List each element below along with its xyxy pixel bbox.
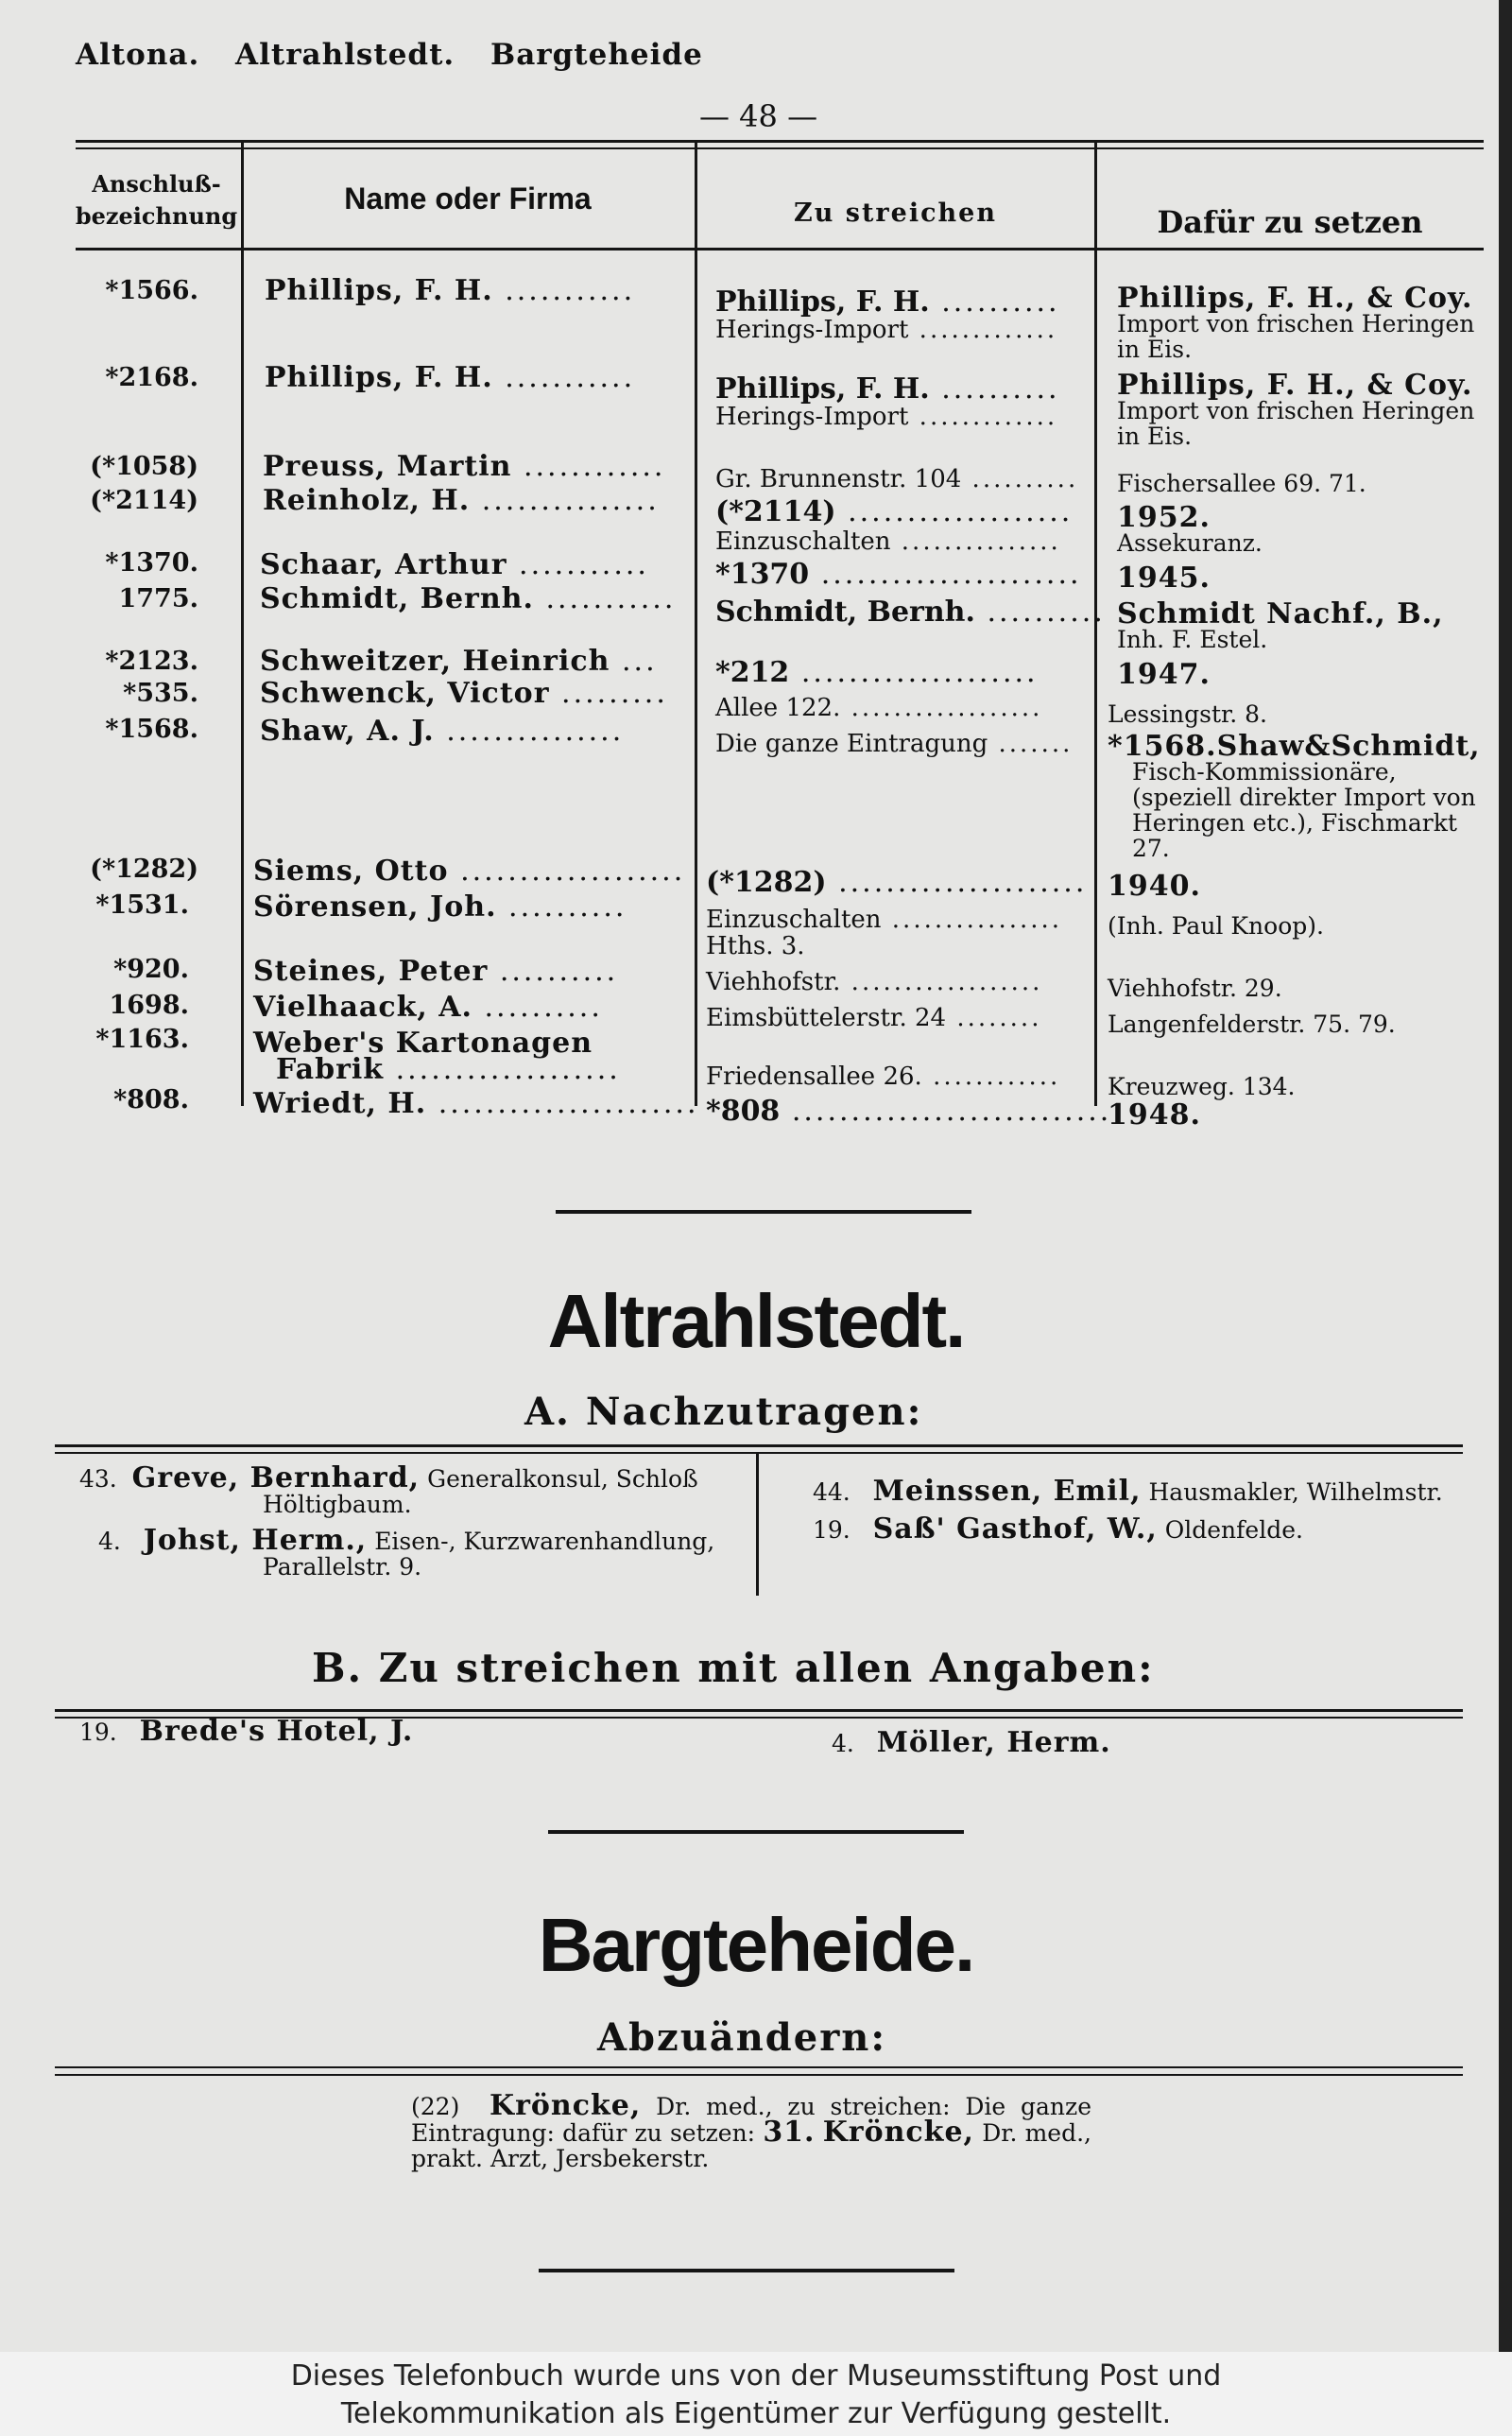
footer-line-1: Dieses Telefonbuch wurde uns von der Museumsstiftung Post und (290, 2359, 1222, 2393)
list-item: (22) Kröncke, Dr. med., zu streichen: Die ganze Eintragung: dafür zu setzen: 31. Kröncke, Dr. med., prakt. Arzt, Jersbekerstr. (411, 2089, 1092, 2172)
separator-rule (556, 1210, 971, 1214)
table-header-rule (76, 248, 1484, 251)
header-place-1: Altona. (76, 38, 200, 72)
row-name: Weber's Kartonagen (253, 1027, 593, 1060)
row-replace: *1568.Shaw&Schmidt, Fisch-Kommissionäre, (speziell direkter Import von Heringen etc.), Fischmarkt 27. (1108, 730, 1481, 862)
row-delete: (*2114) ................... (715, 495, 1074, 528)
row-name: Sörensen, Joh. .......... (253, 890, 627, 924)
column-divider-1 (241, 142, 244, 1106)
row-delete: *212 .................... (715, 656, 1039, 689)
rule (55, 2074, 1463, 2076)
row-name: Reinholz, H. ............... (263, 484, 660, 517)
row-number: (*2114) (90, 486, 198, 515)
page-number: — 48 — (699, 98, 818, 134)
row-number: *808. (113, 1085, 189, 1114)
row-delete: Friedensallee 26. ............ (706, 1063, 1061, 1091)
subsection-a-title: A. Nachzutragen: (524, 1390, 923, 1434)
row-number: 1775. (118, 584, 198, 613)
row-number: *1568. (105, 715, 198, 744)
row-number: *2123. (105, 647, 198, 676)
row-replace: Schmidt Nachf., B., Inh. F. Estel. (1117, 597, 1444, 653)
row-name: Schaar, Arthur ........... (260, 548, 649, 581)
column-divider-2 (695, 142, 697, 1106)
list-item: 19. Brede's Hotel, J. (79, 1715, 414, 1748)
row-delete: Gr. Brunnenstr. 104 .......... (715, 465, 1079, 493)
row-name: Phillips, F. H. ........... (265, 274, 636, 307)
list-item: 4. Möller, Herm. (832, 1726, 1111, 1759)
row-delete: Einzuschalten ................ (706, 906, 1063, 934)
column-header-replace: Dafür zu setzen (1157, 204, 1423, 240)
row-name: Schwenck, Victor ......... (260, 677, 668, 710)
row-replace: 1952. Assekuranz. (1117, 501, 1263, 557)
column-header-number: Anschluß- bezeichnung (75, 170, 238, 230)
list-item: 43. Greve, Bernhard, Generalkonsul, Schloß Höltigbaum. (79, 1461, 698, 1518)
row-replace: 1948. (1108, 1098, 1201, 1132)
row-delete: (*1282) ..................... (706, 866, 1088, 899)
row-replace: 1947. (1117, 658, 1211, 691)
row-name: Vielhaack, A. .......... (253, 991, 603, 1024)
footer-notice (0, 2352, 1512, 2436)
row-name: Wriedt, H. ...................... (253, 1087, 699, 1120)
row-number: *1163. (95, 1025, 189, 1054)
row-delete: Eimsbüttelerstr. 24 ........ (706, 1004, 1042, 1032)
row-delete: *1370 ...................... (715, 558, 1082, 591)
row-name: Schmidt, Bernh. ........... (260, 582, 677, 615)
row-number: (*1058) (90, 452, 198, 481)
header-place-2: Altrahlstedt. (235, 38, 455, 72)
footer-line-2: Telekommunikation als Eigentümer zur Verfügung gestellt. (340, 2397, 1172, 2430)
column-header-delete: Zu streichen (794, 199, 997, 228)
row-number: 1698. (109, 991, 189, 1020)
row-delete: Die ganze Eintragung ....... (715, 730, 1074, 758)
header-place-3: Bargteheide (490, 38, 703, 72)
page-edge-shadow (1499, 0, 1512, 2352)
row-replace: 1945. (1117, 561, 1211, 595)
row-delete: Phillips, F. H. .......... (715, 372, 1060, 406)
row-replace: Phillips, F. H., & Coy. Import von frischen Heringen in Eis. (1117, 369, 1475, 450)
row-number: *1566. (105, 276, 198, 305)
row-delete-2: Einzuschalten ............... (715, 527, 1061, 556)
row-delete-2: Herings-Import ............. (715, 316, 1058, 344)
row-name: Schweitzer, Heinrich ... (260, 645, 658, 678)
row-number: *1531. (95, 890, 189, 920)
rule (55, 1452, 1463, 1454)
list-item: 19. Saß' Gasthof, W., Oldenfelde. (813, 1512, 1303, 1546)
subsection-title: Abzuändern: (597, 2015, 887, 2060)
row-delete: Schmidt, Bernh. .......... (715, 596, 1106, 629)
row-replace: Viehhofstr. 29. (1108, 975, 1282, 1002)
table-top-rule (76, 140, 1484, 143)
subsection-b-title: B. Zu streichen mit allen Angaben: (312, 1645, 1155, 1691)
row-replace: 1940. (1108, 870, 1201, 903)
row-delete: *808 ........................... (706, 1095, 1112, 1128)
row-name: Steines, Peter .......... (253, 955, 619, 988)
separator-rule (539, 2269, 954, 2272)
page-header (76, 38, 728, 72)
section-title-bargteheide: Bargteheide. (538, 1903, 974, 1987)
row-delete-2: Herings-Import ............. (715, 403, 1058, 431)
column-header-name: Name oder Firma (344, 181, 592, 216)
row-name: Phillips, F. H. ........... (265, 361, 636, 394)
row-number: *1370. (105, 548, 198, 578)
rule (55, 1709, 1463, 1712)
row-name-2: Fabrik ................... (276, 1053, 621, 1086)
row-name: Shaw, A. J. ............... (260, 715, 625, 748)
row-name: Siems, Otto ................... (253, 855, 686, 888)
row-replace: (Inh. Paul Knoop). (1108, 912, 1324, 940)
table-top-rule-2 (76, 147, 1484, 149)
row-replace: Lessingstr. 8. (1108, 700, 1267, 728)
row-delete: Allee 122. .................. (715, 694, 1043, 722)
row-replace: Kreuzweg. 134. (1108, 1073, 1296, 1100)
row-delete: Phillips, F. H. .......... (715, 285, 1060, 319)
section-title-altrahlstedt: Altrahlstedt. (547, 1279, 965, 1363)
row-name: Preuss, Martin ............ (263, 450, 666, 483)
row-delete: Viehhofstr. .................. (706, 968, 1043, 996)
row-number: *920. (113, 955, 189, 984)
row-replace: Phillips, F. H., & Coy. Import von frischen Heringen in Eis. (1117, 282, 1475, 363)
rule (55, 1444, 1463, 1447)
row-replace: Fischersallee 69. 71. (1117, 470, 1366, 497)
rule (55, 2066, 1463, 2068)
list-item: 44. Meinssen, Emil, Hausmakler, Wilhelmstr. (813, 1475, 1443, 1508)
list-item: 4. Johst, Herm., Eisen-, Kurzwarenhandlung, Parallelstr. 9. (98, 1524, 715, 1581)
row-delete-2: Hths. 3. (706, 932, 805, 960)
separator-rule (548, 1830, 964, 1834)
row-replace: Langenfelderstr. 75. 79. (1108, 1011, 1396, 1038)
row-number: *535. (123, 679, 198, 708)
row-number: (*1282) (90, 855, 198, 884)
row-number: *2168. (105, 363, 198, 392)
